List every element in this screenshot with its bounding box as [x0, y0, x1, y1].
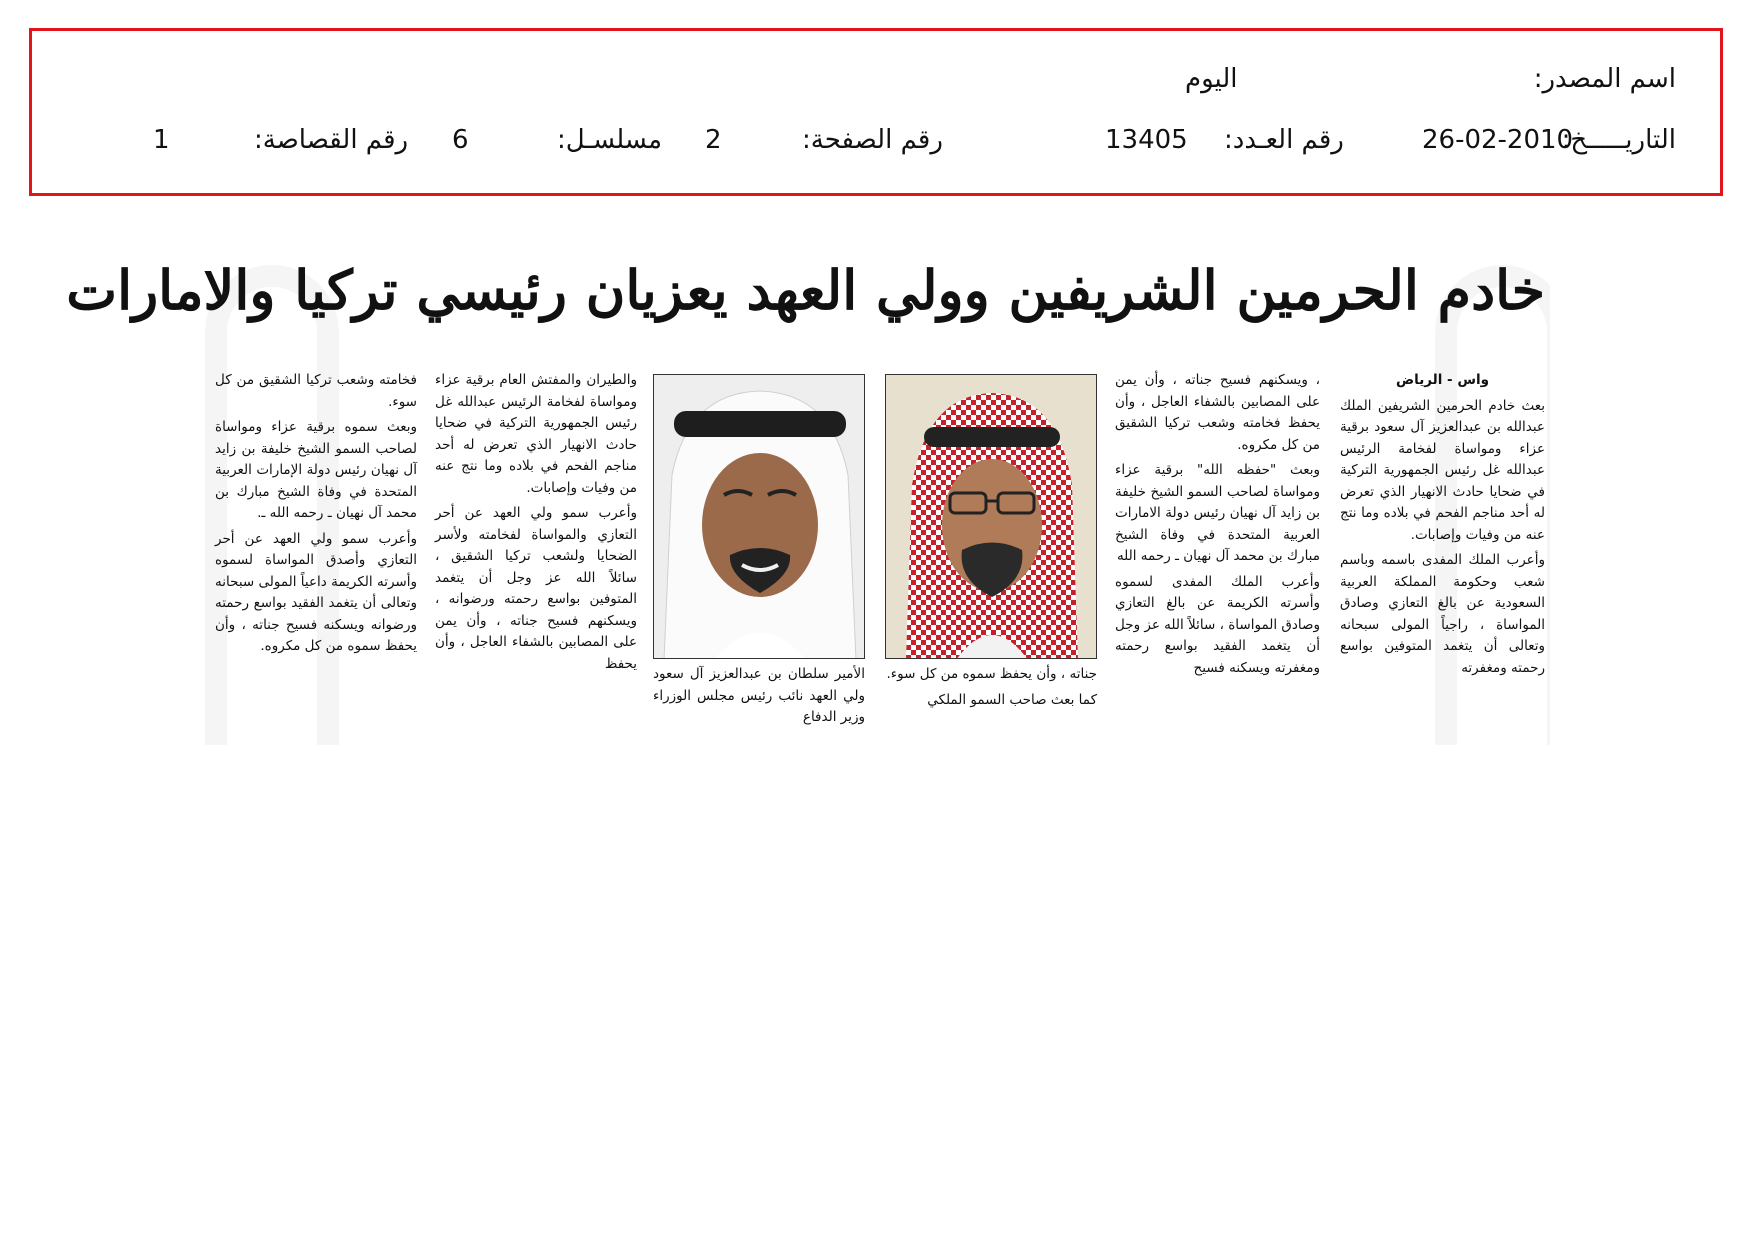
paragraph: جناته ، وأن يحفظ سموه من كل سوء.	[886, 666, 1097, 682]
article-column-1	[1340, 370, 1545, 683]
paragraph: وأعرب الملك المفدى لسموه وأسرته الكريمة عن بالغ التعازي وصادق المواساة ، سائلاً الله عز وجل أن يتغمد الفقيد بواسع رحمته ومغفرته ويسكنه فسيح	[1115, 573, 1320, 676]
photo-prince-sultan	[653, 374, 865, 659]
source-label: اسم المصدر:	[1533, 64, 1676, 94]
issue-value: 13405	[1105, 125, 1188, 155]
paragraph: وبعث سموه برقية عزاء ومواساة لصاحب السمو الشيخ خليفة بن زايد آل نهيان رئيس دولة الإمارات العربية المتحدة في وفاة الشيخ مبارك بن محمد آل نهيان ـ رحمه الله ـ.	[215, 419, 417, 521]
serial-label: مسلسـل:	[557, 125, 662, 155]
paragraph: وأعرب الملك المفدى باسمه وباسم شعب وحكومة المملكة العربية السعودية عن بالغ التعازي وصادق المواساة ، راجياً المولى سبحانه وتعالى أن يتغمد المتوفين بواسع رحمته ومغفرته	[1340, 552, 1545, 676]
paragraph: كما بعث صاحب السمو الملكي	[927, 691, 1097, 708]
paragraph: بعث خادم الحرمين الشريفين الملك عبدالله بن عبدالعزيز آل سعود برقية عزاء ومواساة لفخامة الرئيس عبدالله غل رئيس الجمهورية التركية في ضحايا حادث الانهيار الذي تعرض له أحد مناجم الفحم في بلاده وما نتج عنه من وفيات وإصابات.	[1340, 397, 1545, 543]
issue-label: رقم العـدد:	[1224, 125, 1344, 155]
source-value: اليوم	[1185, 64, 1238, 94]
article-column-5	[435, 370, 637, 679]
paragraph: وأعرب سمو ولي العهد عن أحر التعازي والمواساة لفخامته ولأسر الضحايا ولشعب تركيا الشقيق ، سائلاً الله عز وجل أن يتغمد المتوفين بواسع رحمته ورضوانه ، ويسكنهم فسيح جناته ، وأن يمن على المصابين بالشفاء العاجل ، وأن يحفظ	[435, 505, 637, 672]
clip-number-value: 1	[153, 125, 170, 155]
paragraph: وأعرب سمو ولي العهد عن أحر التعازي وأصدق المواساة لسموه وأسرته الكريمة داعياً المولى سبحانه وتعالى أن يتغمد الفقيد بواسع رحمته ورضوانه ويسكنه فسيح جناته ، وأن يحفظ سموه من كل مكروه.	[215, 530, 417, 654]
paragraph: فخامته وشعب تركيا الشقيق من كل سوء.	[215, 372, 417, 410]
paragraph: وبعث "حفظه الله" برقية عزاء ومواساة لصاحب السمو الشيخ خليفة بن زايد آل نهيان رئيس دولة الامارات العربية المتحدة في وفاة الشيخ مبارك بن محمد آل نهيان ـ رحمه الله	[1115, 462, 1320, 564]
caption-column-4	[653, 664, 865, 729]
photo-king-abdullah	[885, 374, 1097, 659]
portrait-image	[654, 375, 865, 659]
date-label: التاريـــــخ:	[1561, 125, 1676, 155]
caption-column-3	[885, 664, 1097, 711]
date-value: 26-02-2010	[1422, 125, 1574, 155]
article-headline: خادم الحرمين الشريفين وولي العهد يعزيان رئيسي تركيا والامارات	[66, 258, 1545, 322]
dateline: واس - الرياض	[1395, 372, 1490, 388]
portrait-image	[886, 375, 1097, 659]
page-value: 2	[705, 125, 722, 155]
clipping-info-box	[29, 28, 1723, 196]
page-label: رقم الصفحة:	[802, 125, 943, 155]
clip-number-label: رقم القصاصة:	[254, 125, 409, 155]
paragraph: ، ويسكنهم فسيح جناته ، وأن يمن على المصابين بالشفاء العاجل ، وأن يحفظ فخامته وشعب تركيا الشقيق من كل مكروه.	[1115, 372, 1320, 453]
paragraph: والطيران والمفتش العام برقية عزاء ومواساة لفخامة الرئيس عبدالله غل رئيس الجمهورية التركية في ضحايا حادث الانهيار الذي تعرض له أحد مناجم الفحم في بلاده وما نتج عنه من وفيات وإصابات.	[435, 372, 637, 496]
article-column-6	[215, 370, 417, 662]
serial-value: 6	[452, 125, 469, 155]
article-column-2	[1115, 370, 1320, 683]
photo-caption: الأمير سلطان بن عبدالعزيز آل سعود ولي العهد نائب رئيس مجلس الوزراء وزير الدفاع	[653, 666, 865, 725]
